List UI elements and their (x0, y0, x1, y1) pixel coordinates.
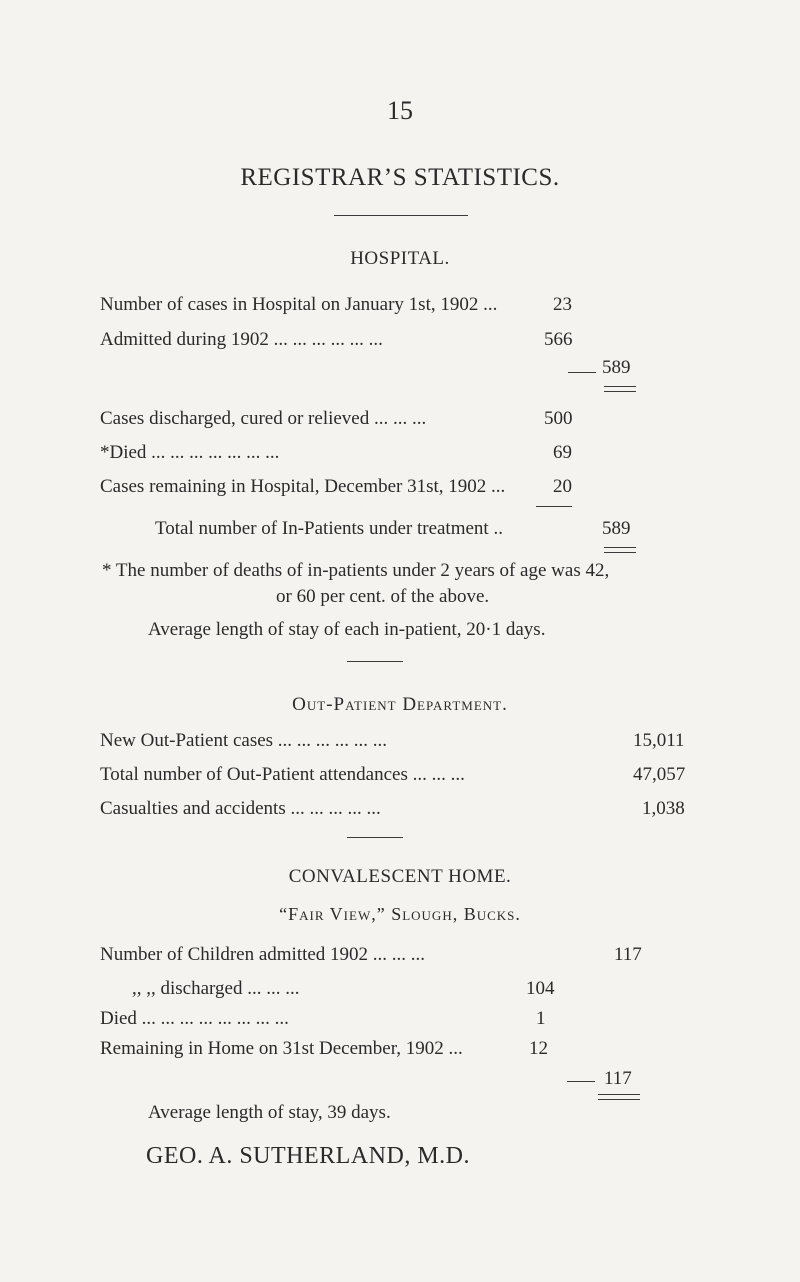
page-number: 15 (387, 96, 413, 125)
divider (347, 837, 403, 838)
divider (334, 215, 468, 216)
convalescent-row-label: Died ... ... ... ... ... ... ... ... (100, 1008, 289, 1029)
hospital-total-label: Total number of In-Patients under treatment .. (155, 518, 503, 539)
convalescent-admitted-label: Number of Children admitted 1902 ... ... ... (100, 944, 426, 965)
outpatient-row-label: New Out-Patient cases ... ... ... ... ... ... (100, 730, 388, 751)
total-rule (536, 506, 572, 507)
hospital-row-value: 69 (553, 442, 572, 463)
double-rule (598, 1094, 640, 1100)
footnote-continuation: or 60 per cent. of the above. (276, 586, 490, 607)
double-rule (604, 547, 636, 553)
convalescent-subheading: “Fair View,” Slough, Bucks. (279, 904, 521, 924)
hospital-row-label: Admitted during 1902 ... ... ... ... ... ... (100, 329, 383, 350)
hospital-heading: HOSPITAL. (350, 248, 450, 269)
outpatient-heading: Out-Patient Department. (292, 694, 508, 715)
hospital-total-value: 589 (602, 518, 631, 539)
subtotal-rule (567, 1081, 595, 1082)
subtotal-rule (568, 372, 596, 373)
hospital-row-label: Cases remaining in Hospital, December 31st, 1902 ... (100, 476, 506, 497)
hospital-row-value: 500 (544, 408, 573, 429)
convalescent-average-stay: Average length of stay, 39 days. (148, 1102, 391, 1123)
outpatient-row-value: 1,038 (642, 798, 685, 819)
hospital-subtotal: 589 (602, 357, 631, 378)
outpatient-row-value: 15,011 (633, 730, 685, 751)
convalescent-row-value: 12 (529, 1038, 548, 1059)
average-stay: Average length of stay of each in-patient, 20·1 days. (148, 619, 546, 640)
page-title: REGISTRAR’S STATISTICS. (240, 164, 560, 191)
convalescent-row-label: Remaining in Home on 31st December, 1902 ... (100, 1038, 463, 1059)
convalescent-row-value: 104 (526, 978, 555, 999)
hospital-row-value: 566 (544, 329, 573, 350)
divider (347, 661, 403, 662)
outpatient-row-label: Total number of Out-Patient attendances ... ... ... (100, 764, 465, 785)
signature: GEO. A. SUTHERLAND, M.D. (146, 1143, 470, 1169)
convalescent-admitted-value: 117 (614, 944, 642, 965)
hospital-row-value: 20 (553, 476, 572, 497)
hospital-row-value: 23 (553, 294, 572, 315)
convalescent-row-value: 1 (536, 1008, 546, 1029)
hospital-row-label: *Died ... ... ... ... ... ... ... (100, 442, 280, 463)
footnote: * The number of deaths of in-patients under 2 years of age was 42, (102, 560, 610, 581)
convalescent-row-label: ,, ,, discharged ... ... ... (132, 978, 300, 999)
double-rule (604, 386, 636, 392)
convalescent-heading: CONVALESCENT HOME. (288, 866, 512, 887)
hospital-row-label: Cases discharged, cured or relieved ... ... ... (100, 408, 427, 429)
convalescent-total-value: 117 (604, 1068, 632, 1089)
outpatient-row-value: 47,057 (633, 764, 686, 785)
outpatient-row-label: Casualties and accidents ... ... ... ... ... (100, 798, 381, 819)
hospital-row-label: Number of cases in Hospital on January 1st, 1902 ... (100, 294, 498, 315)
